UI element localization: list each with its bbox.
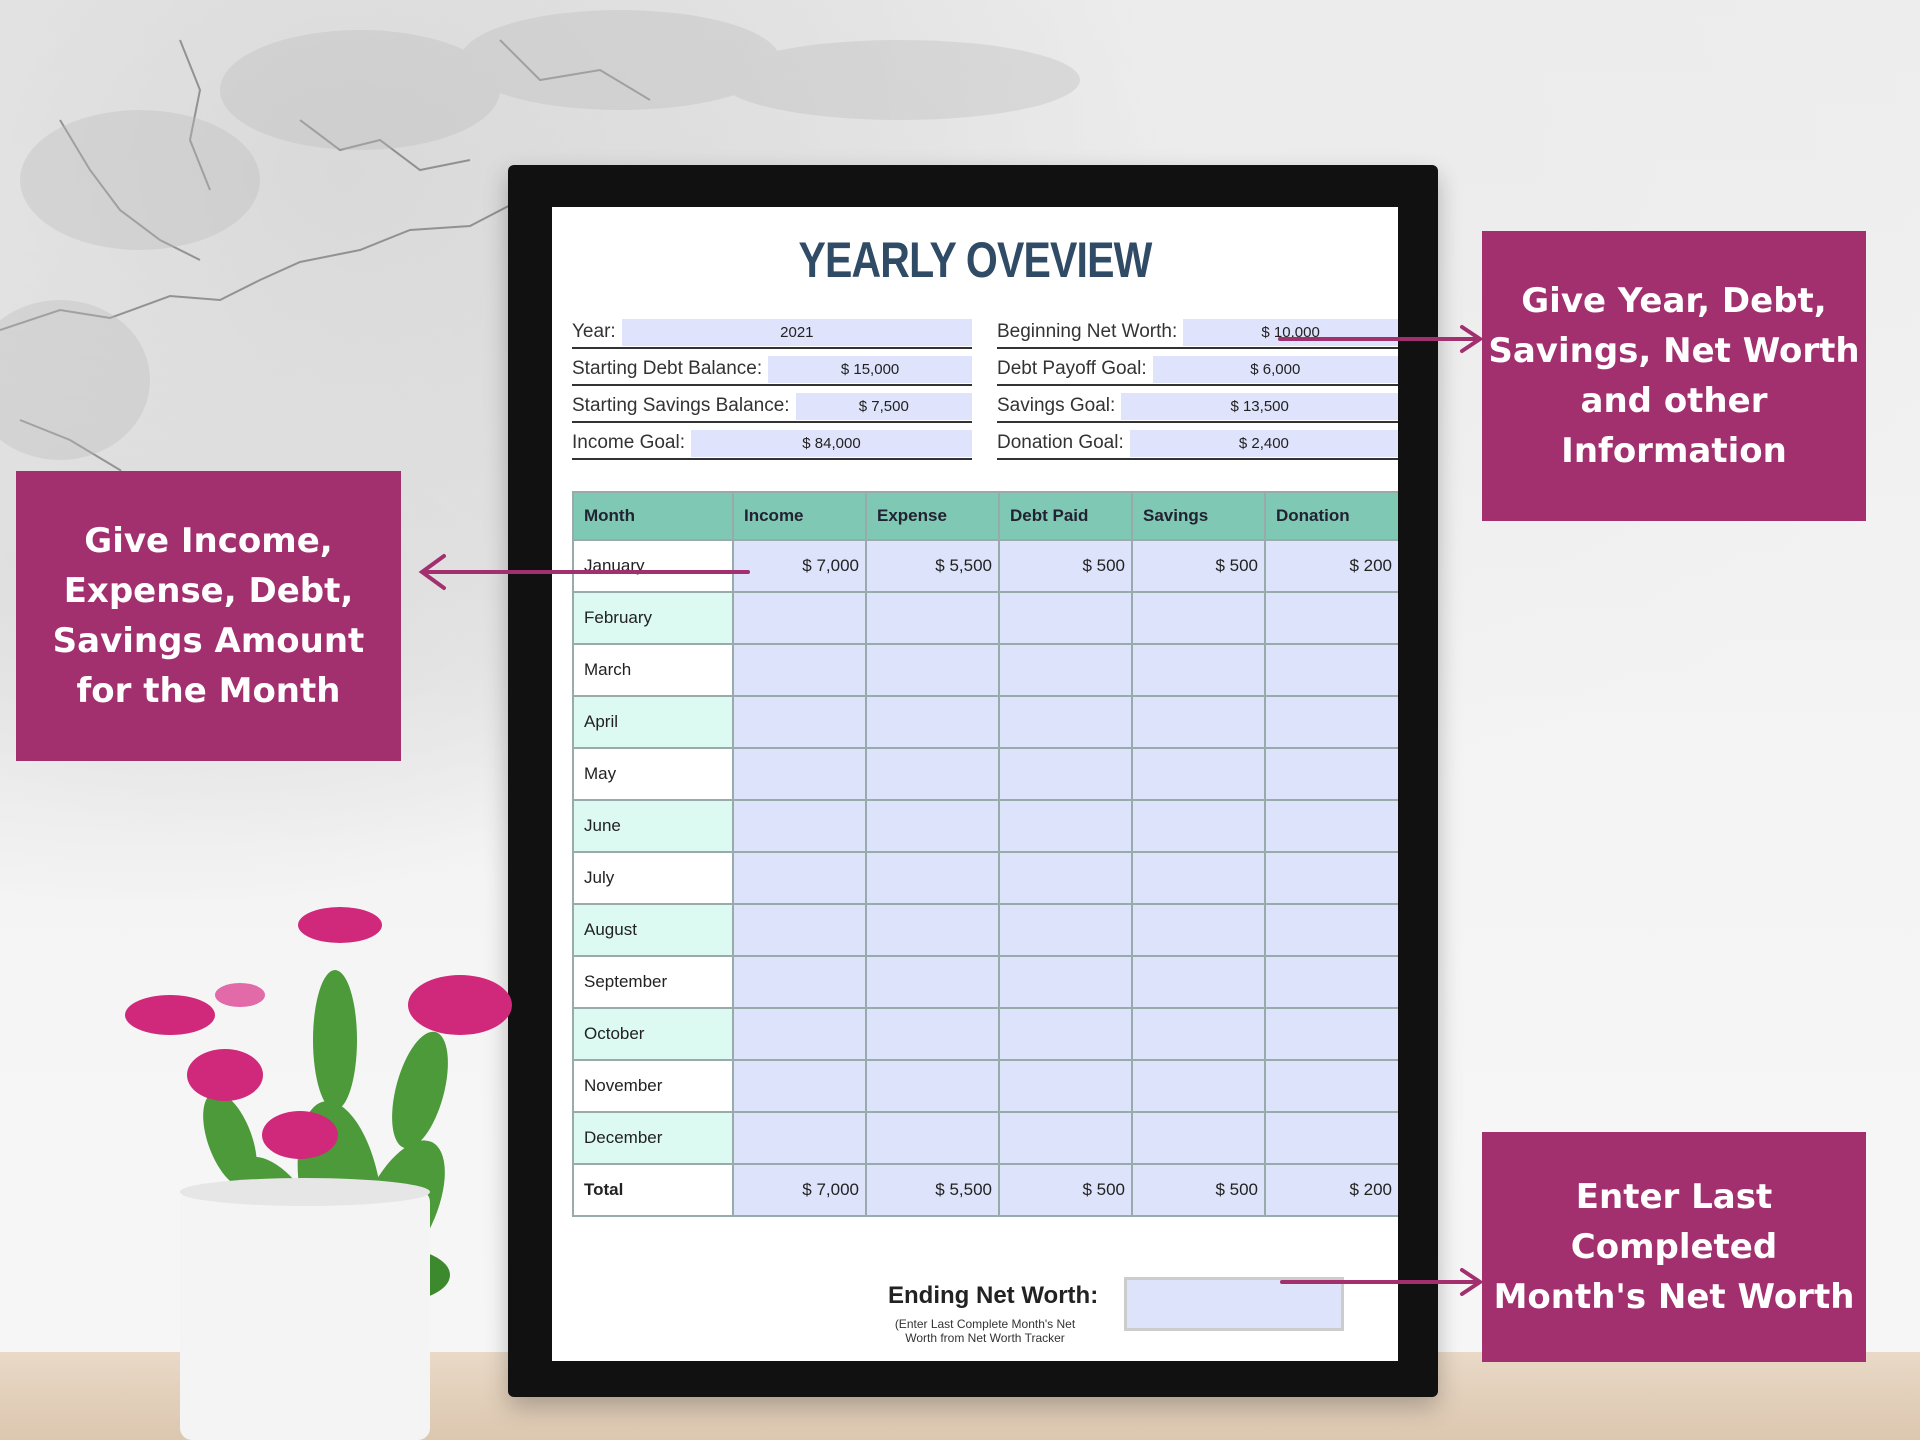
ending-net-worth-field[interactable] [1124, 1277, 1344, 1331]
info-starting-debt [572, 354, 972, 386]
table-row [573, 540, 1398, 592]
october-donation-cell[interactable] [1265, 1008, 1398, 1060]
february-income-cell[interactable] [733, 592, 866, 644]
header-savings: Savings [1132, 492, 1265, 540]
july-donation-cell[interactable] [1265, 852, 1398, 904]
table-row [573, 800, 1398, 852]
table-row [573, 748, 1398, 800]
january-donation-cell[interactable]: $ 200 [1265, 540, 1398, 592]
info-label: Beginning Net Worth: [997, 321, 1178, 342]
august-savings-cell[interactable] [1132, 904, 1265, 956]
august-income-cell[interactable] [733, 904, 866, 956]
total-income-cell: $ 7,000 [733, 1164, 866, 1216]
donation-goal-field[interactable]: $ 2,400 [1130, 430, 1398, 457]
august-debt-paid-cell[interactable] [999, 904, 1132, 956]
info-beginning-net-worth [997, 317, 1398, 349]
month-label-june: June [573, 800, 733, 852]
info-label: Year: [572, 321, 616, 342]
march-income-cell[interactable] [733, 644, 866, 696]
month-label-august: August [573, 904, 733, 956]
january-expense-cell[interactable]: $ 5,500 [866, 540, 999, 592]
december-expense-cell[interactable] [866, 1112, 999, 1164]
info-savings-goal [997, 391, 1398, 423]
september-expense-cell[interactable] [866, 956, 999, 1008]
table-row [573, 1008, 1398, 1060]
callout-line: Savings Amount [52, 621, 365, 661]
callout-line: Give Year, Debt, [1521, 281, 1827, 321]
january-savings-cell[interactable]: $ 500 [1132, 540, 1265, 592]
november-savings-cell[interactable] [1132, 1060, 1265, 1112]
debt-payoff-goal-field[interactable]: $ 6,000 [1153, 356, 1398, 383]
july-debt-paid-cell[interactable] [999, 852, 1132, 904]
table-row [573, 904, 1398, 956]
march-debt-paid-cell[interactable] [999, 644, 1132, 696]
december-donation-cell[interactable] [1265, 1112, 1398, 1164]
month-label-february: February [573, 592, 733, 644]
april-expense-cell[interactable] [866, 696, 999, 748]
callout-line: and other [1580, 381, 1768, 421]
callout-line: Expense, Debt, [63, 571, 354, 611]
july-income-cell[interactable] [733, 852, 866, 904]
month-label-total: Total [573, 1164, 733, 1216]
february-donation-cell[interactable] [1265, 592, 1398, 644]
monthly-table [572, 491, 1398, 1217]
march-expense-cell[interactable] [866, 644, 999, 696]
month-label-january: January [573, 540, 733, 592]
info-label: Starting Debt Balance: [572, 358, 763, 379]
table-header-row [573, 492, 1398, 540]
month-label-may: May [573, 748, 733, 800]
november-income-cell[interactable] [733, 1060, 866, 1112]
header-expense: Expense [866, 492, 999, 540]
table-row [573, 852, 1398, 904]
month-label-december: December [573, 1112, 733, 1164]
info-starting-savings [572, 391, 972, 423]
month-label-april: April [573, 696, 733, 748]
july-expense-cell[interactable] [866, 852, 999, 904]
october-expense-cell[interactable] [866, 1008, 999, 1060]
april-debt-paid-cell[interactable] [999, 696, 1132, 748]
table-row [573, 956, 1398, 1008]
starting-savings-field[interactable]: $ 7,500 [796, 393, 972, 420]
september-savings-cell[interactable] [1132, 956, 1265, 1008]
info-label: Savings Goal: [997, 395, 1116, 416]
month-label-july: July [573, 852, 733, 904]
beginning-net-worth-field[interactable]: $ 10,000 [1183, 319, 1398, 346]
may-donation-cell[interactable] [1265, 748, 1398, 800]
june-expense-cell[interactable] [866, 800, 999, 852]
september-donation-cell[interactable] [1265, 956, 1398, 1008]
callout-line: Information [1561, 431, 1787, 471]
may-expense-cell[interactable] [866, 748, 999, 800]
callout-top-right [1482, 231, 1866, 521]
header-income: Income [733, 492, 866, 540]
table-row [573, 1060, 1398, 1112]
table-row [573, 1112, 1398, 1164]
may-debt-paid-cell[interactable] [999, 748, 1132, 800]
table-row [573, 696, 1398, 748]
february-savings-cell[interactable] [1132, 592, 1265, 644]
sheet-title: YEARLY OVEVIEW [798, 232, 1152, 288]
total-debt-paid-cell: $ 500 [999, 1164, 1132, 1216]
december-debt-paid-cell[interactable] [999, 1112, 1132, 1164]
april-donation-cell[interactable] [1265, 696, 1398, 748]
september-debt-paid-cell[interactable] [999, 956, 1132, 1008]
month-label-october: October [573, 1008, 733, 1060]
yearly-overview-sheet [552, 207, 1398, 1361]
arrow-head-right-icon [1462, 327, 1480, 351]
august-donation-cell[interactable] [1265, 904, 1398, 956]
total-expense-cell: $ 5,500 [866, 1164, 999, 1216]
arrow-head-left-icon [422, 556, 444, 588]
total-donation-cell: $ 200 [1265, 1164, 1398, 1216]
month-label-march: March [573, 644, 733, 696]
header-debt-paid: Debt Paid [999, 492, 1132, 540]
december-savings-cell[interactable] [1132, 1112, 1265, 1164]
november-debt-paid-cell[interactable] [999, 1060, 1132, 1112]
july-savings-cell[interactable] [1132, 852, 1265, 904]
ending-net-worth-label: Ending Net Worth: [888, 1282, 1099, 1309]
october-savings-cell[interactable] [1132, 1008, 1265, 1060]
callout-line: Savings, Net Worth [1488, 331, 1860, 371]
march-donation-cell[interactable] [1265, 644, 1398, 696]
june-debt-paid-cell[interactable] [999, 800, 1132, 852]
arrow-head-right-icon [1462, 1270, 1480, 1294]
callout-line: Completed [1570, 1227, 1778, 1267]
callout-left [16, 471, 401, 761]
callout-line: Enter Last [1575, 1177, 1773, 1217]
callout-line: Give Income, [84, 521, 333, 561]
march-savings-cell[interactable] [1132, 644, 1265, 696]
september-income-cell[interactable] [733, 956, 866, 1008]
white-pot [180, 1190, 430, 1440]
month-label-september: September [573, 956, 733, 1008]
may-income-cell[interactable] [733, 748, 866, 800]
ending-net-worth-note: (Enter Last Complete Month's Net Worth from Net Worth Tracker [894, 1317, 1076, 1345]
header-donation: Donation [1265, 492, 1398, 540]
income-goal-field[interactable]: $ 84,000 [691, 430, 972, 457]
info-label: Donation Goal: [997, 432, 1124, 453]
total-savings-cell: $ 500 [1132, 1164, 1265, 1216]
callout-line: for the Month [76, 671, 341, 711]
february-expense-cell[interactable] [866, 592, 999, 644]
january-debt-paid-cell[interactable]: $ 500 [999, 540, 1132, 592]
november-donation-cell[interactable] [1265, 1060, 1398, 1112]
august-expense-cell[interactable] [866, 904, 999, 956]
savings-goal-field[interactable]: $ 13,500 [1121, 393, 1398, 420]
december-income-cell[interactable] [733, 1112, 866, 1164]
info-label: Debt Payoff Goal: [997, 358, 1147, 379]
june-income-cell[interactable] [733, 800, 866, 852]
potted-plant [90, 890, 550, 1440]
month-label-november: November [573, 1060, 733, 1112]
callout-line: Month's Net Worth [1493, 1277, 1855, 1317]
info-year [572, 317, 972, 349]
april-savings-cell[interactable] [1132, 696, 1265, 748]
october-income-cell[interactable] [733, 1008, 866, 1060]
table-row [573, 1164, 1398, 1216]
may-savings-cell[interactable] [1132, 748, 1265, 800]
info-label: Starting Savings Balance: [572, 395, 790, 416]
year-field[interactable]: 2021 [622, 319, 972, 346]
info-donation-goal [997, 428, 1398, 460]
callout-bottom-right [1482, 1132, 1866, 1362]
info-income-goal [572, 428, 972, 460]
april-income-cell[interactable] [733, 696, 866, 748]
table-row [573, 644, 1398, 696]
february-debt-paid-cell[interactable] [999, 592, 1132, 644]
october-debt-paid-cell[interactable] [999, 1008, 1132, 1060]
info-debt-payoff-goal [997, 354, 1398, 386]
starting-debt-field[interactable]: $ 15,000 [768, 356, 972, 383]
info-label: Income Goal: [572, 432, 685, 453]
header-month: Month [573, 492, 733, 540]
table-row [573, 592, 1398, 644]
june-donation-cell[interactable] [1265, 800, 1398, 852]
november-expense-cell[interactable] [866, 1060, 999, 1112]
january-income-cell[interactable]: $ 7,000 [733, 540, 866, 592]
june-savings-cell[interactable] [1132, 800, 1265, 852]
